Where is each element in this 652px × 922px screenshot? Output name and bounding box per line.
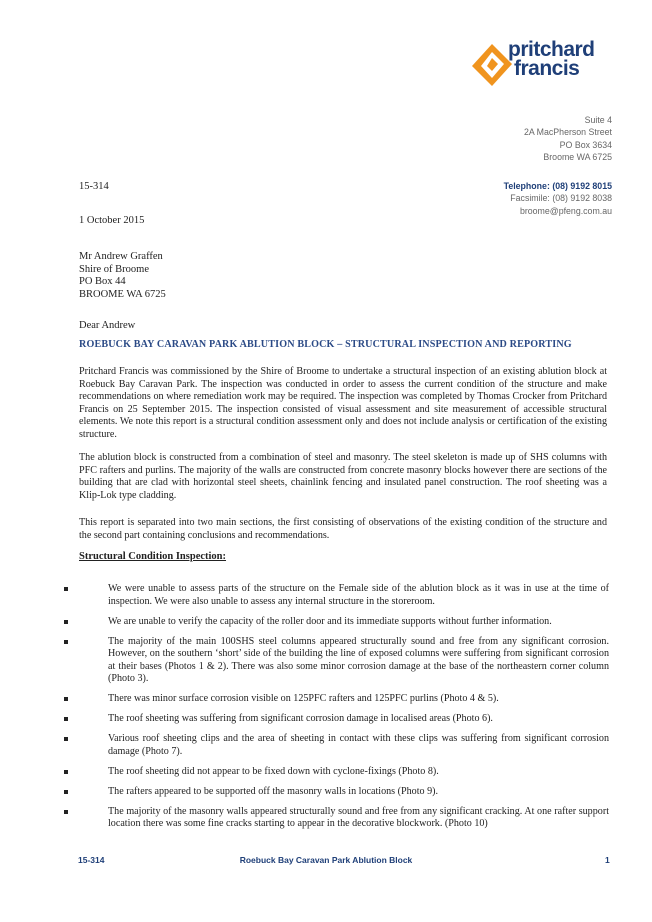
company-address bbox=[524, 114, 612, 163]
letter-date: 1 October 2015 bbox=[79, 215, 145, 226]
address-line: Broome WA 6725 bbox=[543, 151, 612, 162]
observation-list bbox=[64, 583, 609, 838]
company-contact bbox=[504, 180, 612, 217]
list-item bbox=[64, 693, 609, 706]
list-item bbox=[64, 636, 609, 686]
list-item-text: We were unable to assess parts of the structure on the Female side of the ablution block as it was in use at the time of inspection. We were also unable to assess any internal structure in the storeroom. bbox=[108, 583, 609, 607]
body-paragraph: This report is separated into two main sections, the first consisting of observations of the existing condition of the structure and the second part containing conclusions and recommendations. bbox=[79, 517, 607, 541]
recipient-line: Shire of Broome bbox=[79, 263, 149, 275]
salutation: Dear Andrew bbox=[79, 320, 136, 331]
list-item-text: The roof sheeting did not appear to be fixed down with cyclone-fixings (Photo 8). bbox=[108, 765, 439, 777]
list-item bbox=[64, 733, 609, 758]
recipient-line: Mr Andrew Graffen bbox=[79, 251, 163, 262]
bullet-icon bbox=[64, 810, 68, 814]
bullet-icon bbox=[64, 770, 68, 774]
telephone: Telephone: (08) 9192 8015 bbox=[503, 181, 612, 191]
footer-reference: 15-314 bbox=[78, 855, 105, 865]
logo-line-1: pritchard bbox=[508, 38, 595, 61]
address-line: 2A MacPherson Street bbox=[523, 127, 612, 138]
bullet-icon bbox=[64, 587, 68, 591]
bullet-icon bbox=[64, 737, 68, 741]
body-paragraph: The ablution block is constructed from a combination of steel and masonry. The steel skeleton is made up of SHS columns with PFC rafters and purlins. The majority of the walls are constructed from concrete masonry blocks however there are sections of the building that are clad with horizontal steel sheets, chainlink fencing and insulated panel construction. The roof sheeting was a Klip-Lok type cladding. bbox=[79, 452, 607, 501]
bullet-icon bbox=[64, 790, 68, 794]
list-item-text: We are unable to verify the capacity of the roller door and its immediate supports without further information. bbox=[108, 615, 552, 627]
email: broome@pfeng.com.au bbox=[519, 205, 612, 216]
footer-title: Roebuck Bay Caravan Park Ablution Block bbox=[239, 855, 413, 865]
list-item-text: The roof sheeting was suffering from significant corrosion damage in localised areas (Photo 6). bbox=[108, 713, 493, 724]
recipient-line: BROOME WA 6725 bbox=[79, 288, 166, 300]
list-item bbox=[64, 806, 609, 831]
logo-chevron-icon bbox=[472, 44, 512, 86]
page-number: 1 bbox=[605, 855, 610, 865]
recipient-address bbox=[79, 251, 166, 301]
list-item-text: The majority of the masonry walls appeared structurally sound and free from any significant cracking. At one rafter support location there was some fine cracks starting to appear in the decorative blockwork. (Photo 10) bbox=[108, 805, 609, 829]
bullet-icon bbox=[64, 697, 68, 701]
list-item bbox=[64, 616, 609, 629]
company-logo bbox=[470, 40, 620, 90]
bullet-icon bbox=[64, 620, 68, 624]
list-item bbox=[64, 766, 609, 779]
address-line: PO Box 3634 bbox=[559, 139, 612, 150]
list-item-text: The rafters appeared to be supported off the masonry walls in locations (Photo 9). bbox=[108, 785, 439, 797]
list-item bbox=[64, 786, 609, 799]
body-paragraph: Pritchard Francis was commissioned by the Shire of Broome to undertake a structural inspection of an existing ablution block at Roebuck Bay Caravan Park. The inspection was conducted in order to assess the current condition of the structure and make recommendations on where remediation work may be required. The inspection was completed by Thomas Crocker from Pritchard Francis on 25 September 2015. The inspection consisted of visual assessment and site measurement of accessible structural elements. We note this report is a structural condition assessment only and does not include analysis or certification of the existing structure. bbox=[79, 366, 607, 440]
letter-reference: 15-314 bbox=[79, 181, 109, 192]
recipient-line: PO Box 44 bbox=[79, 276, 126, 288]
section-heading: Structural Condition Inspection: bbox=[79, 551, 227, 562]
list-item bbox=[64, 713, 609, 726]
bullet-icon bbox=[64, 640, 68, 644]
logo-line-2: francis bbox=[514, 57, 580, 80]
subject-heading: ROEBUCK BAY CARAVAN PARK ABLUTION BLOCK – STRUCTURAL INSPECTION AND REPORTING bbox=[79, 339, 572, 350]
bullet-icon bbox=[64, 717, 68, 721]
list-item-text: There was minor surface corrosion visible on 125PFC rafters and 125PFC purlins (Photo 4 & 5). bbox=[108, 693, 499, 704]
address-line: Suite 4 bbox=[584, 115, 612, 125]
list-item-text: The majority of the main 100SHS steel columns appeared structurally sound and free from any significant corrosion. However, on the southern ‘short’ side of the building the line of exposed columns were suffering from significant corrosion at their bases (Photos 1 & 2). There was also some minor corrosion damage at the base of the northeastern corner column (Photo 3). bbox=[108, 635, 609, 684]
facsimile: Facsimile: (08) 9192 8038 bbox=[510, 193, 612, 204]
list-item-text: Various roof sheeting clips and the area of sheeting in contact with these clips was suffering from significant corrosion damage (Photo 7). bbox=[108, 733, 609, 757]
logo-wordmark bbox=[508, 40, 595, 78]
list-item bbox=[64, 583, 609, 608]
